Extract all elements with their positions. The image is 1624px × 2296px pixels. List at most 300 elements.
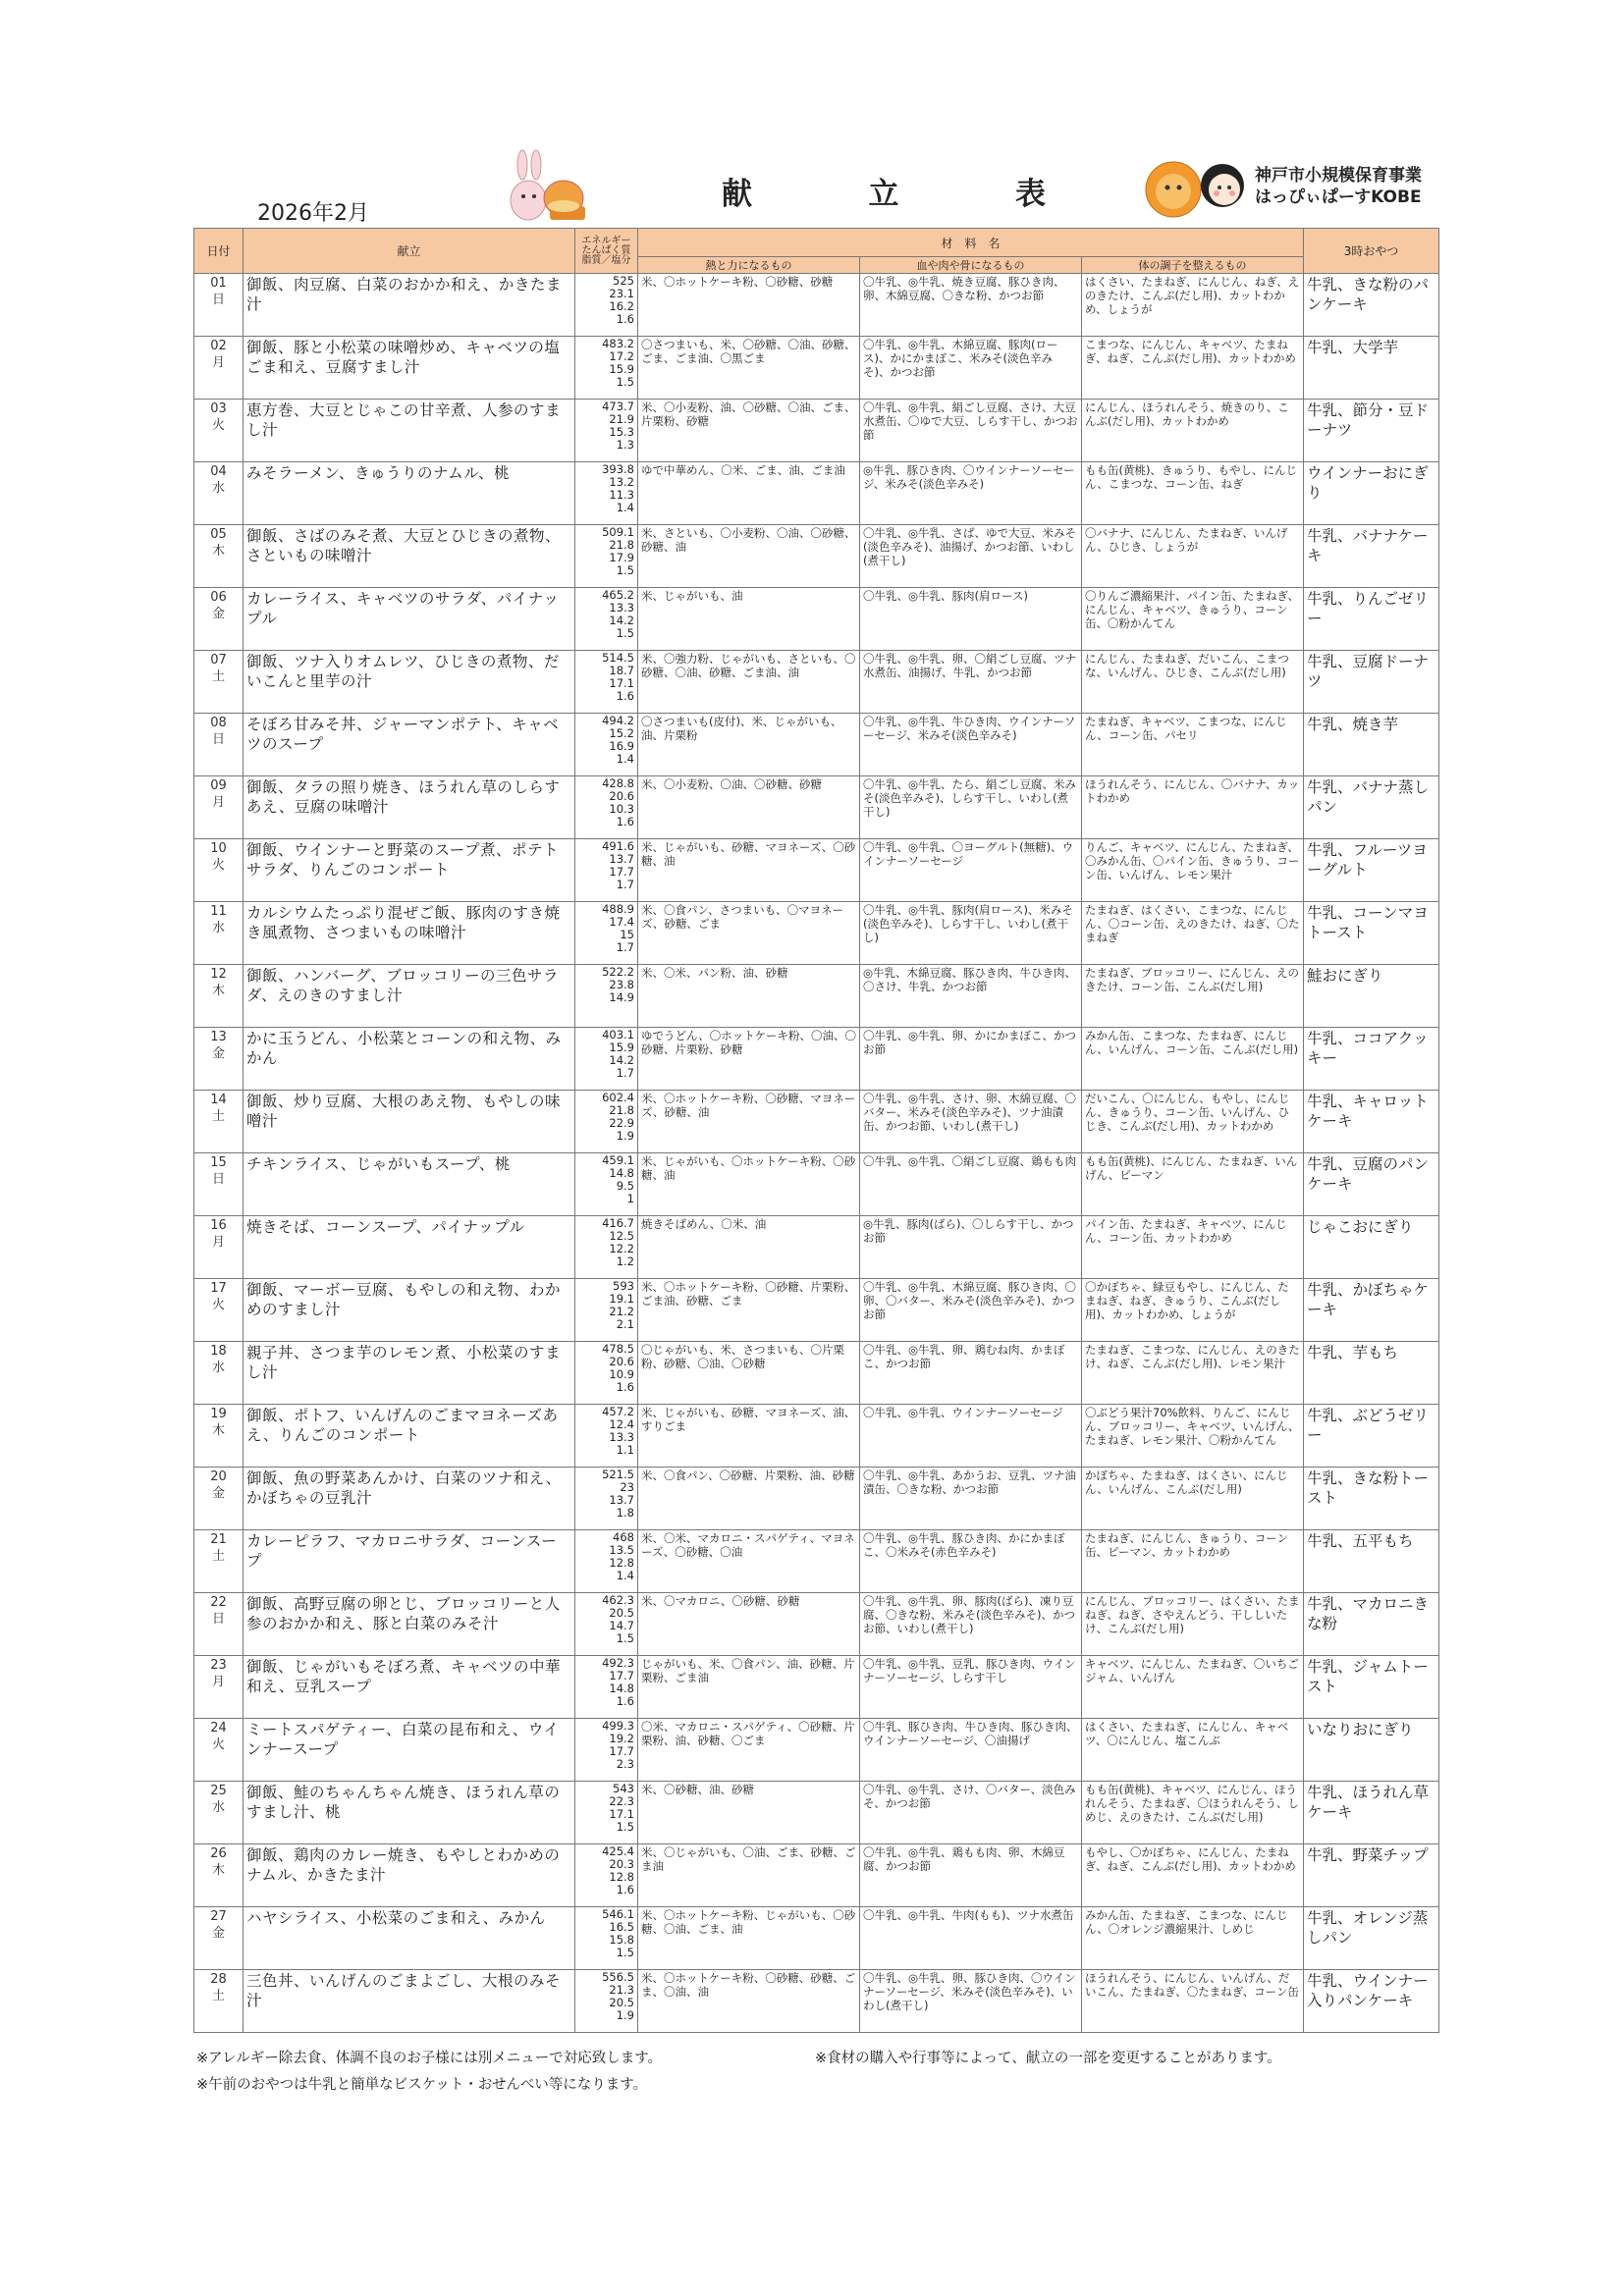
body-foods-cell: 〇牛乳、◎牛乳、ウインナーソーセージ xyxy=(860,1405,1082,1468)
condition-foods-cell: 〇かぼちゃ、緑豆もやし、にんじん、たまねぎ、ねぎ、きゅうり、こんぶ(だし用)、カットわかめ、しょうが xyxy=(1082,1279,1304,1342)
table-row xyxy=(194,1028,1439,1091)
energy-foods-cell: 米、じゃがいも、〇ホットケーキ粉、〇砂糖、油 xyxy=(638,1153,860,1216)
salt-value: 1.6 xyxy=(616,1694,634,1708)
energy-value: 491.6 xyxy=(602,839,634,853)
snack-cell: 牛乳、きな粉トースト xyxy=(1304,1468,1439,1530)
nutrition-cell xyxy=(575,337,638,400)
protein-value: 23.1 xyxy=(609,287,634,300)
table-row xyxy=(194,588,1439,651)
nutrition-cell xyxy=(575,839,638,902)
day-number: 01 xyxy=(210,276,227,291)
body-foods-cell: 〇牛乳、◎牛乳、たら、絹ごし豆腐、米みそ(淡色辛みそ)、しらす干し、いわし(煮干し) xyxy=(860,776,1082,839)
header-fat-salt-label: 脂質／塩分 xyxy=(581,254,631,266)
table-row xyxy=(194,1153,1439,1216)
energy-value: 556.5 xyxy=(602,1970,634,1984)
day-number: 07 xyxy=(210,653,227,667)
energy-value: 509.1 xyxy=(602,525,634,539)
day-number: 24 xyxy=(210,1721,227,1735)
day-cell xyxy=(194,902,244,965)
day-cell xyxy=(194,839,244,902)
footer-note-allergy: ※アレルギー除去食、体調不良のお子様には別メニューで対応致します。 xyxy=(196,2051,663,2066)
body-foods-cell: 〇牛乳、◎牛乳、〇絹ごし豆腐、鶏もも肉 xyxy=(860,1153,1082,1216)
salt-value: 1.3 xyxy=(616,438,634,452)
day-number: 05 xyxy=(210,527,227,542)
fat-value: 10.9 xyxy=(609,1367,634,1381)
fat-value: 10.3 xyxy=(609,802,634,816)
protein-value: 12.5 xyxy=(609,1229,634,1243)
snack-cell: 牛乳、キャロットケーキ xyxy=(1304,1091,1439,1153)
header-energy-foods: 熱と力になるもの xyxy=(638,257,860,274)
menu-cell: 御飯、マーボー豆腐、もやしの和え物、わかめのすまし汁 xyxy=(244,1279,575,1342)
day-of-week: 水 xyxy=(211,921,225,935)
day-of-week: 火 xyxy=(211,418,225,433)
snack-cell: 牛乳、バナナ蒸しパン xyxy=(1304,776,1439,839)
energy-foods-cell: 米、〇小麦粉、〇油、〇砂糖、砂糖 xyxy=(638,776,860,839)
energy-value: 462.3 xyxy=(602,1593,634,1607)
condition-foods-cell: だいこん、〇にんじん、もやし、にんじん、きゅうり、コーン缶、いんげん、ひじき、こんぶ(だし用)、カットわかめ xyxy=(1082,1091,1304,1153)
energy-foods-cell: 米、〇強力粉、じゃがいも、さといも、〇砂糖、〇油、砂糖、ごま油、油 xyxy=(638,651,860,714)
body-foods-cell: 〇牛乳、◎牛乳、豆乳、豚ひき肉、ウインナーソーセージ、しらす干し xyxy=(860,1656,1082,1719)
table-row xyxy=(194,337,1439,400)
fat-value: 9.5 xyxy=(616,1179,634,1193)
day-cell xyxy=(194,1279,244,1342)
snack-cell: 牛乳、かぼちゃケーキ xyxy=(1304,1279,1439,1342)
table-row xyxy=(194,1342,1439,1405)
menu-cell: 御飯、ポトフ、いんげんのごまマヨネーズあえ、りんごのコンポート xyxy=(244,1405,575,1468)
snack-cell: 牛乳、りんごゼリー xyxy=(1304,588,1439,651)
day-of-week: 月 xyxy=(211,1235,225,1250)
day-of-week: 土 xyxy=(211,1109,225,1124)
menu-cell: 御飯、魚の野菜あんかけ、白菜のツナ和え、かぼちゃの豆乳汁 xyxy=(244,1468,575,1530)
salt-value: 2.1 xyxy=(616,1317,634,1331)
day-cell xyxy=(194,1153,244,1216)
snack-cell: 牛乳、焼き芋 xyxy=(1304,714,1439,776)
nutrition-cell xyxy=(575,274,638,337)
protein-value: 23 xyxy=(620,1480,634,1494)
day-number: 02 xyxy=(210,339,227,353)
protein-value: 17.7 xyxy=(609,1669,634,1682)
menu-cell: そぼろ甘みそ丼、ジャーマンポテト、キャベツのスープ xyxy=(244,714,575,776)
salt-value: 1.9 xyxy=(616,2008,634,2022)
energy-foods-cell: 米、〇小麦粉、油、〇砂糖、〇油、ごま、片栗粉、砂糖 xyxy=(638,400,860,462)
day-cell xyxy=(194,1844,244,1907)
energy-foods-cell: 米、じゃがいも、砂糖、マヨネーズ、〇砂糖、油 xyxy=(638,839,860,902)
day-of-week: 月 xyxy=(211,795,225,810)
day-number: 25 xyxy=(210,1784,227,1798)
day-number: 10 xyxy=(210,841,227,856)
day-number: 22 xyxy=(210,1595,227,1610)
energy-foods-cell: 米、〇ホットケーキ粉、〇砂糖、片栗粉、ごま油、砂糖、ごま xyxy=(638,1279,860,1342)
fat-value: 15.8 xyxy=(609,1933,634,1947)
fat-value: 14.8 xyxy=(609,1682,634,1695)
protein-value: 20.6 xyxy=(609,789,634,803)
day-cell xyxy=(194,1468,244,1530)
salt-value: 1.5 xyxy=(616,1631,634,1645)
day-of-week: 土 xyxy=(211,669,225,684)
day-number: 27 xyxy=(210,1909,227,1924)
salt-value: 1 xyxy=(626,1192,634,1205)
nutrition-cell xyxy=(575,1028,638,1091)
day-of-week: 月 xyxy=(211,355,225,370)
day-number: 28 xyxy=(210,1972,227,1987)
day-of-week: 火 xyxy=(211,858,225,873)
energy-foods-cell: 米、じゃがいも、砂糖、マヨネーズ、油、すりごま xyxy=(638,1405,860,1468)
menu-cell: 御飯、鶏肉のカレー焼き、もやしとわかめのナムル、かきたま汁 xyxy=(244,1844,575,1907)
snack-cell: 牛乳、オレンジ蒸しパン xyxy=(1304,1907,1439,1970)
nutrition-cell xyxy=(575,400,638,462)
menu-cell: 御飯、じゃがいもそぼろ煮、キャベツの中華和え、豆乳スープ xyxy=(244,1656,575,1719)
day-cell xyxy=(194,1091,244,1153)
condition-foods-cell: かぼちゃ、たまねぎ、はくさい、にんじん、いんげん、こんぶ(だし用) xyxy=(1082,1468,1304,1530)
fat-value: 15.3 xyxy=(609,425,634,439)
snack-cell: 牛乳、芋もち xyxy=(1304,1342,1439,1405)
day-number: 20 xyxy=(210,1469,227,1484)
body-foods-cell: 〇牛乳、◎牛乳、さけ、卵、木綿豆腐、〇バター、米みそ(淡色辛みそ)、ツナ油漬缶、かつお節、いわし(煮干し) xyxy=(860,1091,1082,1153)
energy-foods-cell: 米、〇食パン、〇砂糖、片栗粉、油、砂糖 xyxy=(638,1468,860,1530)
day-number: 16 xyxy=(210,1218,227,1233)
day-number: 03 xyxy=(210,401,227,416)
energy-value: 521.5 xyxy=(602,1468,634,1481)
protein-value: 18.7 xyxy=(609,664,634,677)
salt-value: 1.5 xyxy=(616,1946,634,1959)
salt-value: 1.8 xyxy=(616,1506,634,1520)
menu-cell: ミートスパゲティー、白菜の昆布和え、ウインナースープ xyxy=(244,1719,575,1782)
menu-cell: 親子丼、さつま芋のレモン煮、小松菜のすまし汁 xyxy=(244,1342,575,1405)
fat-value: 14.9 xyxy=(609,990,634,1004)
menu-cell: 御飯、鮭のちゃんちゃん焼き、ほうれん草のすまし汁、桃 xyxy=(244,1782,575,1844)
body-foods-cell: 〇牛乳、◎牛乳、さけ、〇バター、淡色みそ、かつお節 xyxy=(860,1782,1082,1844)
fat-value: 14.7 xyxy=(609,1619,634,1632)
menu-cell: 御飯、ツナ入りオムレツ、ひじきの煮物、だいこんと里芋の汁 xyxy=(244,651,575,714)
day-number: 09 xyxy=(210,778,227,793)
nutrition-cell xyxy=(575,1970,638,2033)
day-cell xyxy=(194,337,244,400)
energy-value: 492.3 xyxy=(602,1656,634,1670)
title-char-1: 献 xyxy=(722,177,752,212)
snack-cell: いなりおにぎり xyxy=(1304,1719,1439,1782)
menu-cell: みそラーメン、きゅうりのナムル、桃 xyxy=(244,462,575,525)
day-cell xyxy=(194,588,244,651)
fat-value: 21.2 xyxy=(609,1305,634,1318)
snack-cell: 牛乳、節分・豆ドーナツ xyxy=(1304,400,1439,462)
day-of-week: 火 xyxy=(211,1737,225,1752)
day-cell xyxy=(194,525,244,588)
table-row xyxy=(194,1907,1439,1970)
snack-cell: 牛乳、大学芋 xyxy=(1304,337,1439,400)
day-number: 14 xyxy=(210,1093,227,1107)
table-row xyxy=(194,1216,1439,1279)
day-of-week: 土 xyxy=(211,1989,225,2003)
snack-cell: 牛乳、きな粉のパンケーキ xyxy=(1304,274,1439,337)
nutrition-cell xyxy=(575,1593,638,1656)
nutrition-cell xyxy=(575,1782,638,1844)
salt-value: 1.7 xyxy=(616,878,634,891)
menu-cell: 三色丼、いんげんのごまよごし、大根のみそ汁 xyxy=(244,1970,575,2033)
day-cell xyxy=(194,1028,244,1091)
nutrition-cell xyxy=(575,1405,638,1468)
protein-value: 20.6 xyxy=(609,1355,634,1368)
title-char-3: 表 xyxy=(1015,177,1046,212)
day-cell xyxy=(194,1656,244,1719)
menu-table-body xyxy=(194,274,1439,2033)
fat-value: 16.2 xyxy=(609,299,634,313)
salt-value: 1.5 xyxy=(616,626,634,640)
day-of-week: 月 xyxy=(211,1675,225,1689)
menu-cell: 焼きそば、コーンスープ、パイナップル xyxy=(244,1216,575,1279)
energy-value: 593 xyxy=(613,1279,634,1293)
protein-value: 20.3 xyxy=(609,1857,634,1871)
energy-value: 499.3 xyxy=(602,1719,634,1733)
org-line-2: はっぴぃぱーすKOBE xyxy=(1255,187,1422,207)
table-row xyxy=(194,776,1439,839)
energy-foods-cell: 米、じゃがいも、油 xyxy=(638,588,860,651)
day-cell xyxy=(194,1782,244,1844)
table-row xyxy=(194,965,1439,1028)
table-row xyxy=(194,1468,1439,1530)
salt-value: 1.7 xyxy=(616,1066,634,1080)
day-of-week: 木 xyxy=(211,544,225,559)
table-row xyxy=(194,839,1439,902)
body-foods-cell: 〇牛乳、◎牛乳、牛ひき肉、ウインナーソーセージ、米みそ(淡色辛みそ) xyxy=(860,714,1082,776)
day-cell xyxy=(194,1593,244,1656)
fat-value: 11.3 xyxy=(609,488,634,502)
salt-value: 1.4 xyxy=(616,752,634,766)
nutrition-cell xyxy=(575,1216,638,1279)
energy-foods-cell: 米、〇ホットケーキ粉、〇砂糖、砂糖 xyxy=(638,274,860,337)
menu-cell: かに玉うどん、小松菜とコーンの和え物、みかん xyxy=(244,1028,575,1091)
energy-value: 457.2 xyxy=(602,1405,634,1418)
condition-foods-cell: にんじん、たまねぎ、だいこん、こまつな、いんげん、ひじき、こんぶ(だし用) xyxy=(1082,651,1304,714)
snack-cell: 牛乳、ココアクッキー xyxy=(1304,1028,1439,1091)
lion-child-illustration xyxy=(1134,152,1252,221)
day-cell xyxy=(194,1530,244,1593)
energy-value: 473.7 xyxy=(602,400,634,413)
body-foods-cell: 〇牛乳、◎牛乳、豚肉(肩ロース) xyxy=(860,588,1082,651)
protein-value: 14.8 xyxy=(609,1166,634,1180)
body-foods-cell: 〇牛乳、◎牛乳、卵、豚肉(ばら)、凍り豆腐、〇きな粉、米みそ(淡色辛みそ)、かつお節、いわし(煮干し) xyxy=(860,1593,1082,1656)
protein-value: 17.4 xyxy=(609,915,634,929)
table-row xyxy=(194,1279,1439,1342)
salt-value: 1.6 xyxy=(616,312,634,326)
fat-value: 17.1 xyxy=(609,676,634,690)
body-foods-cell: 〇牛乳、◎牛乳、牛肉(もも)、ツナ水煮缶 xyxy=(860,1907,1082,1970)
day-number: 18 xyxy=(210,1344,227,1359)
day-of-week: 金 xyxy=(211,1046,225,1061)
energy-foods-cell: 〇じゃがいも、米、さつまいも、〇片栗粉、砂糖、〇油、〇砂糖 xyxy=(638,1342,860,1405)
day-cell xyxy=(194,462,244,525)
salt-value: 1.5 xyxy=(616,375,634,389)
energy-value: 465.2 xyxy=(602,588,634,602)
nutrition-cell xyxy=(575,1530,638,1593)
nutrition-cell xyxy=(575,1719,638,1782)
nutrition-cell xyxy=(575,588,638,651)
energy-value: 393.8 xyxy=(602,462,634,476)
protein-value: 21.3 xyxy=(609,1983,634,1997)
salt-value: 1.1 xyxy=(616,1443,634,1457)
table-row xyxy=(194,462,1439,525)
table-row xyxy=(194,525,1439,588)
menu-cell: 御飯、さばのみそ煮、大豆とひじきの煮物、さといもの味噌汁 xyxy=(244,525,575,588)
snack-cell: 牛乳、ほうれん草ケーキ xyxy=(1304,1782,1439,1844)
condition-foods-cell: にんじん、ほうれんそう、焼きのり、こんぶ(だし用)、カットわかめ xyxy=(1082,400,1304,462)
menu-cell: 御飯、ハンバーグ、ブロッコリーの三色サラダ、えのきのすまし汁 xyxy=(244,965,575,1028)
protein-value: 12.4 xyxy=(609,1417,634,1431)
condition-foods-cell: 〇りんご濃縮果汁、パイン缶、たまねぎ、にんじん、キャベツ、きゅうり、コーン缶、〇粉かんてん xyxy=(1082,588,1304,651)
salt-value: 1.6 xyxy=(616,689,634,703)
table-row xyxy=(194,1405,1439,1468)
day-of-week: 木 xyxy=(211,984,225,998)
header-condition-foods: 体の調子を整えるもの xyxy=(1082,257,1304,274)
header-ingredients: 材 料 名 xyxy=(638,229,1304,257)
table-row xyxy=(194,651,1439,714)
title-char-2: 立 xyxy=(868,177,899,212)
table-row xyxy=(194,1970,1439,2033)
fat-value: 16.9 xyxy=(609,739,634,753)
energy-foods-cell: 焼きそばめん、〇米、油 xyxy=(638,1216,860,1279)
body-foods-cell: 〇牛乳、◎牛乳、卵、かにかまぼこ、かつお節 xyxy=(860,1028,1082,1091)
menu-table xyxy=(193,228,1439,2033)
snack-cell: 牛乳、五平もち xyxy=(1304,1530,1439,1593)
nutrition-cell xyxy=(575,1153,638,1216)
nutrition-cell xyxy=(575,902,638,965)
condition-foods-cell: たまねぎ、キャベツ、こまつな、にんじん、コーン缶、パセリ xyxy=(1082,714,1304,776)
menu-cell: 御飯、肉豆腐、白菜のおかか和え、かきたま汁 xyxy=(244,274,575,337)
day-of-week: 火 xyxy=(211,1298,225,1312)
snack-cell: 牛乳、バナナケーキ xyxy=(1304,525,1439,588)
energy-value: 488.9 xyxy=(602,902,634,916)
salt-value: 1.5 xyxy=(616,563,634,577)
header-menu: 献立 xyxy=(244,229,575,274)
menu-cell: 御飯、炒り豆腐、大根のあえ物、もやしの味噌汁 xyxy=(244,1091,575,1153)
day-number: 19 xyxy=(210,1407,227,1421)
day-cell xyxy=(194,1405,244,1468)
fat-value: 17.7 xyxy=(609,1744,634,1758)
footer-note-morning-snack: ※午前のおやつは牛乳と簡単なビスケット・おせんべい等になります。 xyxy=(196,2077,648,2093)
fat-value: 13.3 xyxy=(609,1430,634,1444)
fat-value: 12.8 xyxy=(609,1870,634,1884)
menu-cell: チキンライス、じゃがいもスープ、桃 xyxy=(244,1153,575,1216)
energy-value: 425.4 xyxy=(602,1844,634,1858)
energy-foods-cell: 米、さといも、〇小麦粉、〇油、〇砂糖、砂糖、油 xyxy=(638,525,860,588)
protein-value: 21.9 xyxy=(609,412,634,426)
day-of-week: 日 xyxy=(211,732,225,747)
protein-value: 16.5 xyxy=(609,1920,634,1934)
snack-cell: 牛乳、野菜チップ xyxy=(1304,1844,1439,1907)
snack-cell: 牛乳、ジャムトースト xyxy=(1304,1656,1439,1719)
day-of-week: 水 xyxy=(211,481,225,496)
condition-foods-cell: たまねぎ、ブロッコリー、にんじん、えのきたけ、コーン缶、こんぶ(だし用) xyxy=(1082,965,1304,1028)
condition-foods-cell: こまつな、にんじん、キャベツ、たまねぎ、ねぎ、こんぶ(だし用)、カットわかめ xyxy=(1082,337,1304,400)
body-foods-cell: 〇牛乳、◎牛乳、豚ひき肉、かにかまぼこ、〇米みそ(赤色辛みそ) xyxy=(860,1530,1082,1593)
energy-foods-cell: 米、〇ホットケーキ粉、〇砂糖、マヨネーズ、砂糖、油 xyxy=(638,1091,860,1153)
org-line-1: 神戸市小規模保育事業 xyxy=(1255,166,1422,186)
salt-value: 1.7 xyxy=(616,940,634,954)
table-row xyxy=(194,1782,1439,1844)
snack-cell: 牛乳、フルーツヨーグルト xyxy=(1304,839,1439,902)
protein-value: 20.5 xyxy=(609,1606,634,1620)
header-body-foods: 血や肉や骨になるもの xyxy=(860,257,1082,274)
body-foods-cell: 〇牛乳、◎牛乳、絹ごし豆腐、さけ、大豆水煮缶、〇ゆで大豆、しらす干し、かつお節 xyxy=(860,400,1082,462)
energy-foods-cell: じゃがいも、米、〇食パン、油、砂糖、片栗粉、ごま油 xyxy=(638,1656,860,1719)
salt-value: 1.9 xyxy=(616,1129,634,1143)
salt-value: 1.4 xyxy=(616,501,634,514)
nutrition-cell xyxy=(575,965,638,1028)
body-foods-cell: 〇牛乳、◎牛乳、卵、〇絹ごし豆腐、ツナ水煮缶、油揚げ、牛乳、かつお節 xyxy=(860,651,1082,714)
condition-foods-cell: たまねぎ、にんじん、きゅうり、コーン缶、ピーマン、カットわかめ xyxy=(1082,1530,1304,1593)
nutrition-cell xyxy=(575,1091,638,1153)
condition-foods-cell: りんご、キャベツ、にんじん、たまねぎ、〇みかん缶、〇パイン缶、きゅうり、コーン缶、いんげん、レモン果汁 xyxy=(1082,839,1304,902)
fat-value: 17.9 xyxy=(609,551,634,564)
day-of-week: 水 xyxy=(211,1361,225,1375)
body-foods-cell: 〇牛乳、◎牛乳、卵、鶏むね肉、かまぼこ、かつお節 xyxy=(860,1342,1082,1405)
fat-value: 22.9 xyxy=(609,1116,634,1130)
energy-foods-cell: 米、〇ホットケーキ粉、じゃがいも、〇砂糖、〇油、ごま、油 xyxy=(638,1907,860,1970)
day-cell xyxy=(194,400,244,462)
condition-foods-cell: 〇ぶどう果汁70%飲料、りんご、にんじん、ブロッコリー、キャベツ、いんげん、たまねぎ、レモン果汁、〇粉かんてん xyxy=(1082,1405,1304,1468)
day-number: 26 xyxy=(210,1846,227,1861)
menu-cell: 御飯、ウインナーと野菜のスープ煮、ポテトサラダ、りんごのコンポート xyxy=(244,839,575,902)
day-of-week: 金 xyxy=(211,1926,225,1941)
nutrition-cell xyxy=(575,462,638,525)
fat-value: 14.2 xyxy=(609,1053,634,1067)
day-number: 17 xyxy=(210,1281,227,1296)
table-row xyxy=(194,1844,1439,1907)
menu-cell: 御飯、豚と小松菜の味噌炒め、キャベツの塩ごま和え、豆腐すまし汁 xyxy=(244,337,575,400)
nutrition-cell xyxy=(575,776,638,839)
protein-value: 17.2 xyxy=(609,349,634,363)
body-foods-cell: ◎牛乳、木綿豆腐、豚ひき肉、牛ひき肉、〇さけ、牛乳、かつお節 xyxy=(860,965,1082,1028)
day-of-week: 金 xyxy=(211,607,225,621)
condition-foods-cell: たまねぎ、こまつな、にんじん、えのきたけ、ねぎ、こんぶ(だし用)、レモン果汁 xyxy=(1082,1342,1304,1405)
protein-value: 13.5 xyxy=(609,1543,634,1557)
snack-cell: 牛乳、ぶどうゼリー xyxy=(1304,1405,1439,1468)
protein-value: 13.2 xyxy=(609,475,634,489)
energy-foods-cell: 米、〇食パン、さつまいも、〇マヨネーズ、砂糖、ごま xyxy=(638,902,860,965)
energy-foods-cell: 米、〇ホットケーキ粉、〇砂糖、砂糖、ごま、〇油、油 xyxy=(638,1970,860,2033)
table-row xyxy=(194,1593,1439,1656)
footer-note-change: ※食材の購入や行事等によって、献立の一部を変更することがあります。 xyxy=(815,2051,1281,2066)
menu-cell: 恵方巻、大豆とじゃこの甘辛煮、人参のすまし汁 xyxy=(244,400,575,462)
condition-foods-cell: パイン缶、たまねぎ、キャベツ、にんじん、コーン缶、カットわかめ xyxy=(1082,1216,1304,1279)
condition-foods-cell: にんじん、ブロッコリー、はくさい、たまねぎ、ねぎ、さやえんどう、干ししいたけ、こんぶ(だし用) xyxy=(1082,1593,1304,1656)
day-number: 08 xyxy=(210,716,227,730)
body-foods-cell: 〇牛乳、◎牛乳、〇ヨーグルト(無糖)、ウインナーソーセージ xyxy=(860,839,1082,902)
menu-cell: カルシウムたっぷり混ぜご飯、豚肉のすき焼き風煮物、さつまいもの味噌汁 xyxy=(244,902,575,965)
header-protein-label: たんぱく質 xyxy=(581,244,631,256)
salt-value: 1.6 xyxy=(616,815,634,828)
salt-value: 2.3 xyxy=(616,1757,634,1771)
snack-cell: 牛乳、コーンマヨトースト xyxy=(1304,902,1439,965)
day-number: 12 xyxy=(210,967,227,982)
salt-value: 1.6 xyxy=(616,1380,634,1394)
menu-cell: 御飯、タラの照り焼き、ほうれん草のしらすあえ、豆腐の味噌汁 xyxy=(244,776,575,839)
body-foods-cell: 〇牛乳、◎牛乳、木綿豆腐、豚ひき肉、〇卵、〇バター、米みそ(淡色辛みそ)、かつお節 xyxy=(860,1279,1082,1342)
energy-value: 483.2 xyxy=(602,337,634,350)
snack-cell: じゃこおにぎり xyxy=(1304,1216,1439,1279)
condition-foods-cell: みかん缶、たまねぎ、こまつな、にんじん、〇オレンジ濃縮果汁、しめじ xyxy=(1082,1907,1304,1970)
body-foods-cell: 〇牛乳、◎牛乳、鶏もも肉、卵、木綿豆腐、かつお節 xyxy=(860,1844,1082,1907)
nutrition-cell xyxy=(575,1468,638,1530)
energy-value: 459.1 xyxy=(602,1153,634,1167)
energy-foods-cell: 〇米、マカロニ・スパゲティ、〇砂糖、片栗粉、油、砂糖、〇ごま xyxy=(638,1719,860,1782)
energy-value: 525 xyxy=(613,274,634,288)
day-number: 11 xyxy=(210,904,227,919)
menu-cell: ハヤシライス、小松菜のごま和え、みかん xyxy=(244,1907,575,1970)
energy-value: 494.2 xyxy=(602,714,634,727)
condition-foods-cell: はくさい、たまねぎ、にんじん、ねぎ、えのきたけ、こんぶ(だし用)、カットわかめ、しょうが xyxy=(1082,274,1304,337)
table-row xyxy=(194,902,1439,965)
org-name xyxy=(1255,165,1422,208)
